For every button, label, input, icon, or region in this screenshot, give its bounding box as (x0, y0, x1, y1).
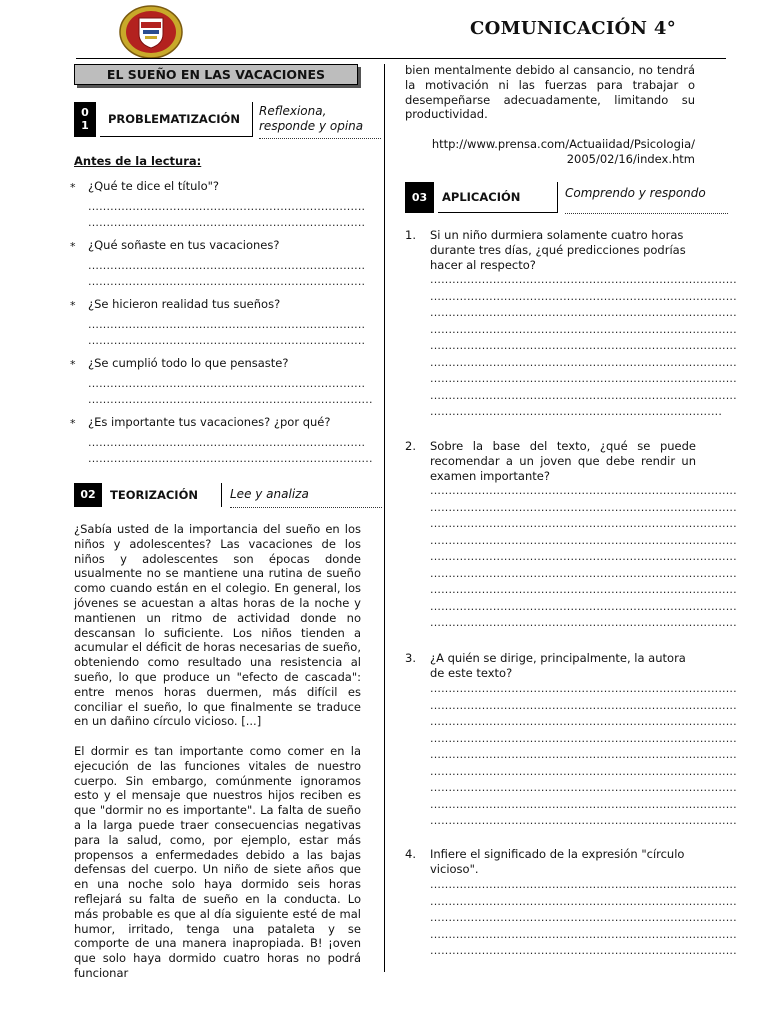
answer-line[interactable]: ................................................................................... (430, 797, 737, 811)
answer-line[interactable]: ............................................................................... (430, 405, 723, 418)
question-text: Infiere el significado de la expresión "círculo vicioso". (430, 847, 685, 876)
answer-lines (430, 272, 737, 421)
answer-line[interactable]: ................................................................................... (430, 698, 737, 712)
section-hint-aplicacion: Comprendo y respondo (565, 186, 728, 214)
source-url-line-2: 2005/02/16/index.htm (566, 151, 695, 166)
answer-line[interactable]: ................................................................................... (430, 894, 737, 908)
list-item (70, 356, 373, 415)
answer-line[interactable]: ................................................................................... (430, 814, 737, 827)
answer-line[interactable]: ................................................................................... (430, 388, 737, 402)
answer-lines (430, 483, 737, 632)
before-reading-heading: Antes de la lectura: (74, 154, 202, 168)
section-label-text: APLICACIÓN (442, 190, 521, 204)
answer-line[interactable]: ................................................................................... (430, 533, 737, 547)
answer-line[interactable]: ................................................................................... (430, 484, 737, 497)
answer-line[interactable]: ................................................................................... (430, 355, 737, 369)
section-hint-teorizacion: Lee y analiza (230, 487, 382, 508)
question-text: Sobre la base del texto, ¿qué se puede recomendar a un joven que debe rendir un examen importante? (430, 439, 696, 483)
bullet-icon: * (70, 358, 76, 371)
bullet-icon: * (70, 181, 76, 194)
answer-line[interactable]: ........................................................................... (88, 216, 366, 229)
school-crest-icon (118, 4, 184, 60)
answer-line[interactable]: ........................................................................... (88, 275, 366, 288)
page-title: COMUNICACIÓN 4° (470, 18, 676, 39)
answer-line[interactable]: ................................................................................... (430, 372, 737, 385)
before-reading-questions (70, 179, 373, 474)
question-number: 1. (405, 228, 416, 242)
reading-paragraph-2-continued: bien mentalmente debido al cansancio, no tendrá la motivación ni las fuerzas para trabajar o desempeñarse adecuadamente, limitando su productividad. (405, 63, 695, 122)
section-label-text: TEORIZACIÓN (110, 488, 198, 502)
answer-line[interactable]: ........................................................................... (88, 318, 366, 331)
document-title: EL SUEÑO EN LAS VACACIONES (74, 64, 358, 85)
section-number-digit-a: 0 (81, 106, 89, 119)
answer-line[interactable]: ................................................................................... (430, 583, 737, 596)
section-number-01 (74, 102, 96, 137)
answer-line[interactable]: ................................................................................... (430, 500, 737, 514)
answer-line[interactable]: ............................................................................. (88, 393, 373, 406)
answer-line[interactable]: ........................................................................... (88, 436, 366, 449)
question-text: ¿Qué soñaste en tus vacaciones? (88, 238, 280, 252)
answer-line[interactable]: ........................................................................... (88, 334, 366, 347)
section-hint-problematizacion: Reflexiona, responde y opina (259, 104, 381, 139)
question-text: ¿Se cumplió todo lo que pensaste? (88, 356, 289, 370)
answer-line[interactable]: ................................................................................... (430, 764, 737, 778)
list-item (70, 297, 370, 356)
bullet-icon: * (70, 417, 76, 430)
answer-line[interactable]: ................................................................................... (430, 566, 737, 580)
reading-paragraph-2: El dormir es tan importante como comer en la ejecución de las funciones vitales de nuestro cuerpo. Sin embargo, comúnmente ignoramos esto y el mensaje que nuestros hijos reciben es que "dormir no es importante". La falta de sueño a la larga puede traer consecuencias negativas para la salud, como, por ejemplo, estar más propensos a enfermedades debido a las bajas defensas del cuerpo. Un niño de siete años que en una noche solo haya dormido seis horas reflejará su falta de sueño en la conducta. Lo más probable es que al día siguiente esté de mal humor, irritado, tenga una pataleta y se comporte de una manera inapropiada. B! ¡oven que solo haya dormido cuatro horas no podrá funcionar (74, 744, 361, 980)
answer-line[interactable]: ................................................................................... (430, 682, 737, 695)
section-number-02: 02 (74, 483, 102, 507)
list-item (70, 415, 373, 474)
list-item (70, 179, 370, 238)
question-text: Si un niño durmiera solamente cuatro horas durante tres días, ¿qué predicciones podrías hacer al respecto? (430, 228, 686, 272)
question-number: 4. (405, 847, 416, 861)
question-number: 2. (405, 439, 416, 453)
answer-line[interactable]: ................................................................................... (430, 781, 737, 794)
answer-line[interactable]: ................................................................................... (430, 339, 737, 352)
answer-line[interactable]: ................................................................................... (430, 715, 737, 728)
question-text: ¿Es importante tus vacaciones? ¿por qué? (88, 415, 331, 429)
question-text: ¿A quién se dirige, principalmente, la autora de este texto? (430, 651, 686, 680)
answer-line[interactable]: ................................................................................... (430, 289, 737, 303)
answer-line[interactable]: ........................................................................... (88, 259, 366, 272)
answer-line[interactable]: ............................................................................. (88, 452, 373, 465)
answer-line[interactable]: ................................................................................... (430, 927, 737, 941)
section-label-text: PROBLEMATIZACIÓN (108, 112, 240, 126)
answer-line[interactable]: ................................................................................... (430, 273, 737, 286)
answer-line[interactable]: ................................................................................... (430, 878, 737, 891)
question-text: ¿Se hicieron realidad tus sueños? (88, 297, 281, 311)
answer-line[interactable]: ................................................................................... (430, 911, 737, 924)
answer-line[interactable]: ................................................................................... (430, 944, 737, 957)
answer-line[interactable]: ................................................................................... (430, 748, 737, 761)
answer-line[interactable]: ................................................................................... (430, 306, 737, 319)
section-label-aplicacion (438, 182, 558, 213)
answer-line[interactable]: ........................................................................... (88, 377, 366, 390)
answer-line[interactable]: ................................................................................... (430, 616, 737, 629)
answer-line[interactable]: ................................................................................... (430, 550, 737, 563)
list-item (70, 238, 370, 297)
header-divider (76, 58, 726, 59)
bullet-icon: * (70, 299, 76, 312)
answer-line[interactable]: ................................................................................... (430, 599, 737, 613)
section-label-problematizacion (100, 102, 253, 137)
bullet-icon: * (70, 240, 76, 253)
answer-line[interactable]: ................................................................................... (430, 731, 737, 745)
answer-line[interactable]: ................................................................................... (430, 322, 737, 336)
column-divider (384, 64, 385, 972)
school-crest-logo (118, 4, 184, 60)
section-number-digit-b: 1 (81, 119, 89, 132)
reading-paragraph-1: ¿Sabía usted de la importancia del sueño en los niños y adolescentes? Las vacaciones de los niños y adolescentes son épocas donde usualmente no se mantiene una rutina de sueño como cuando están en el colegio. En general, los jóvenes se acuestan a altas horas de la noche y mantienen un ritmo de actividad donde no descansan lo suficiente. Los niños tienden a acumular el déficit de horas necesarias de sueño, obteniendo como resultado una resistencia al sueño, lo que produce un "efecto de cascada": entre menos horas duermen, más difícil es conciliar el sueño, lo que finalmente se traduce en un dañino círculo vicioso. [...] (74, 522, 361, 729)
section-label-teorizacion (106, 483, 222, 507)
answer-line[interactable]: ................................................................................... (430, 517, 737, 530)
question-text: ¿Qué te dice el título"? (88, 179, 220, 193)
question-number: 3. (405, 651, 416, 665)
source-url-line-1: http://www.prensa.com/Actuaiidad/PsicoIogia/ (431, 137, 695, 151)
answer-lines (430, 877, 737, 960)
source-url (405, 137, 695, 167)
answer-lines (430, 681, 737, 830)
section-number-03: 03 (405, 182, 434, 213)
answer-line[interactable]: ........................................................................... (88, 200, 366, 213)
